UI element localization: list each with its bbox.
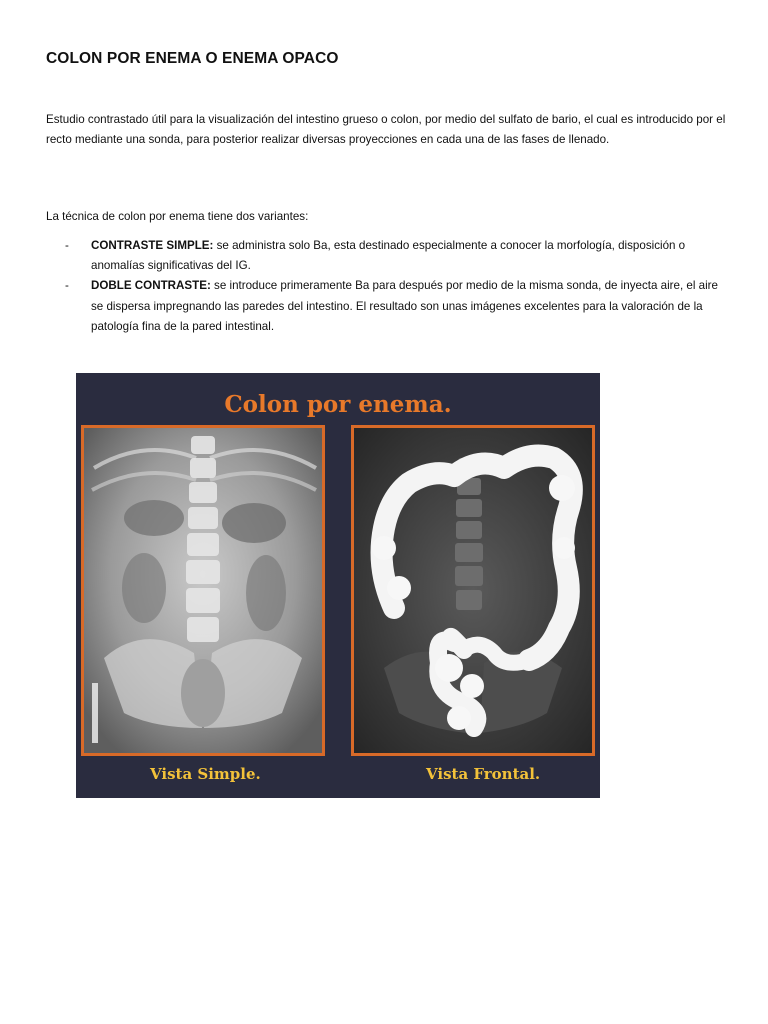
- variant-description: se administra solo Ba, esta destinado especialmente a conocer la morfología, disposición o anomalías significativas del IG.: [91, 239, 686, 273]
- document-title: COLON POR ENEMA O ENEMA OPACO: [46, 50, 339, 67]
- barium-enema-image: [351, 425, 595, 756]
- variants-list: [46, 236, 726, 337]
- xray-figure: [76, 373, 600, 798]
- plain-xray-image: [81, 425, 325, 756]
- caption-simple-view: Vista Simple.: [150, 765, 261, 783]
- variant-term: DOBLE CONTRASTE:: [91, 279, 211, 293]
- variants-intro: La técnica de colon por enema tiene dos variantes:: [46, 210, 309, 223]
- list-dash: -: [65, 279, 69, 293]
- list-dash: -: [65, 239, 69, 252]
- caption-frontal-view: Vista Frontal.: [426, 765, 541, 783]
- figure-title: Colon por enema.: [224, 391, 452, 418]
- variant-term: CONTRASTE SIMPLE:: [91, 239, 214, 252]
- barium-enema-drawing: [354, 428, 592, 753]
- intro-paragraph: Estudio contrastado útil para la visualización del intestino grueso o colon, por medio del sulfato de bario, el cual es introducido por el recto mediante una sonda, para posterior realizar diversas proyecciones en cada una de las fases de llenado.: [46, 113, 726, 147]
- plain-xray-drawing: [84, 428, 322, 753]
- list-item: [46, 236, 726, 276]
- list-item: [46, 276, 726, 337]
- variant-description: se introduce primeramente Ba para después por medio de la misma sonda, de inyecta aire, el aire se dispersa impregnando las paredes del intestino. El resultado son unas imágenes excelentes para la valoración de la patología fina de la pared intestinal.: [91, 279, 718, 333]
